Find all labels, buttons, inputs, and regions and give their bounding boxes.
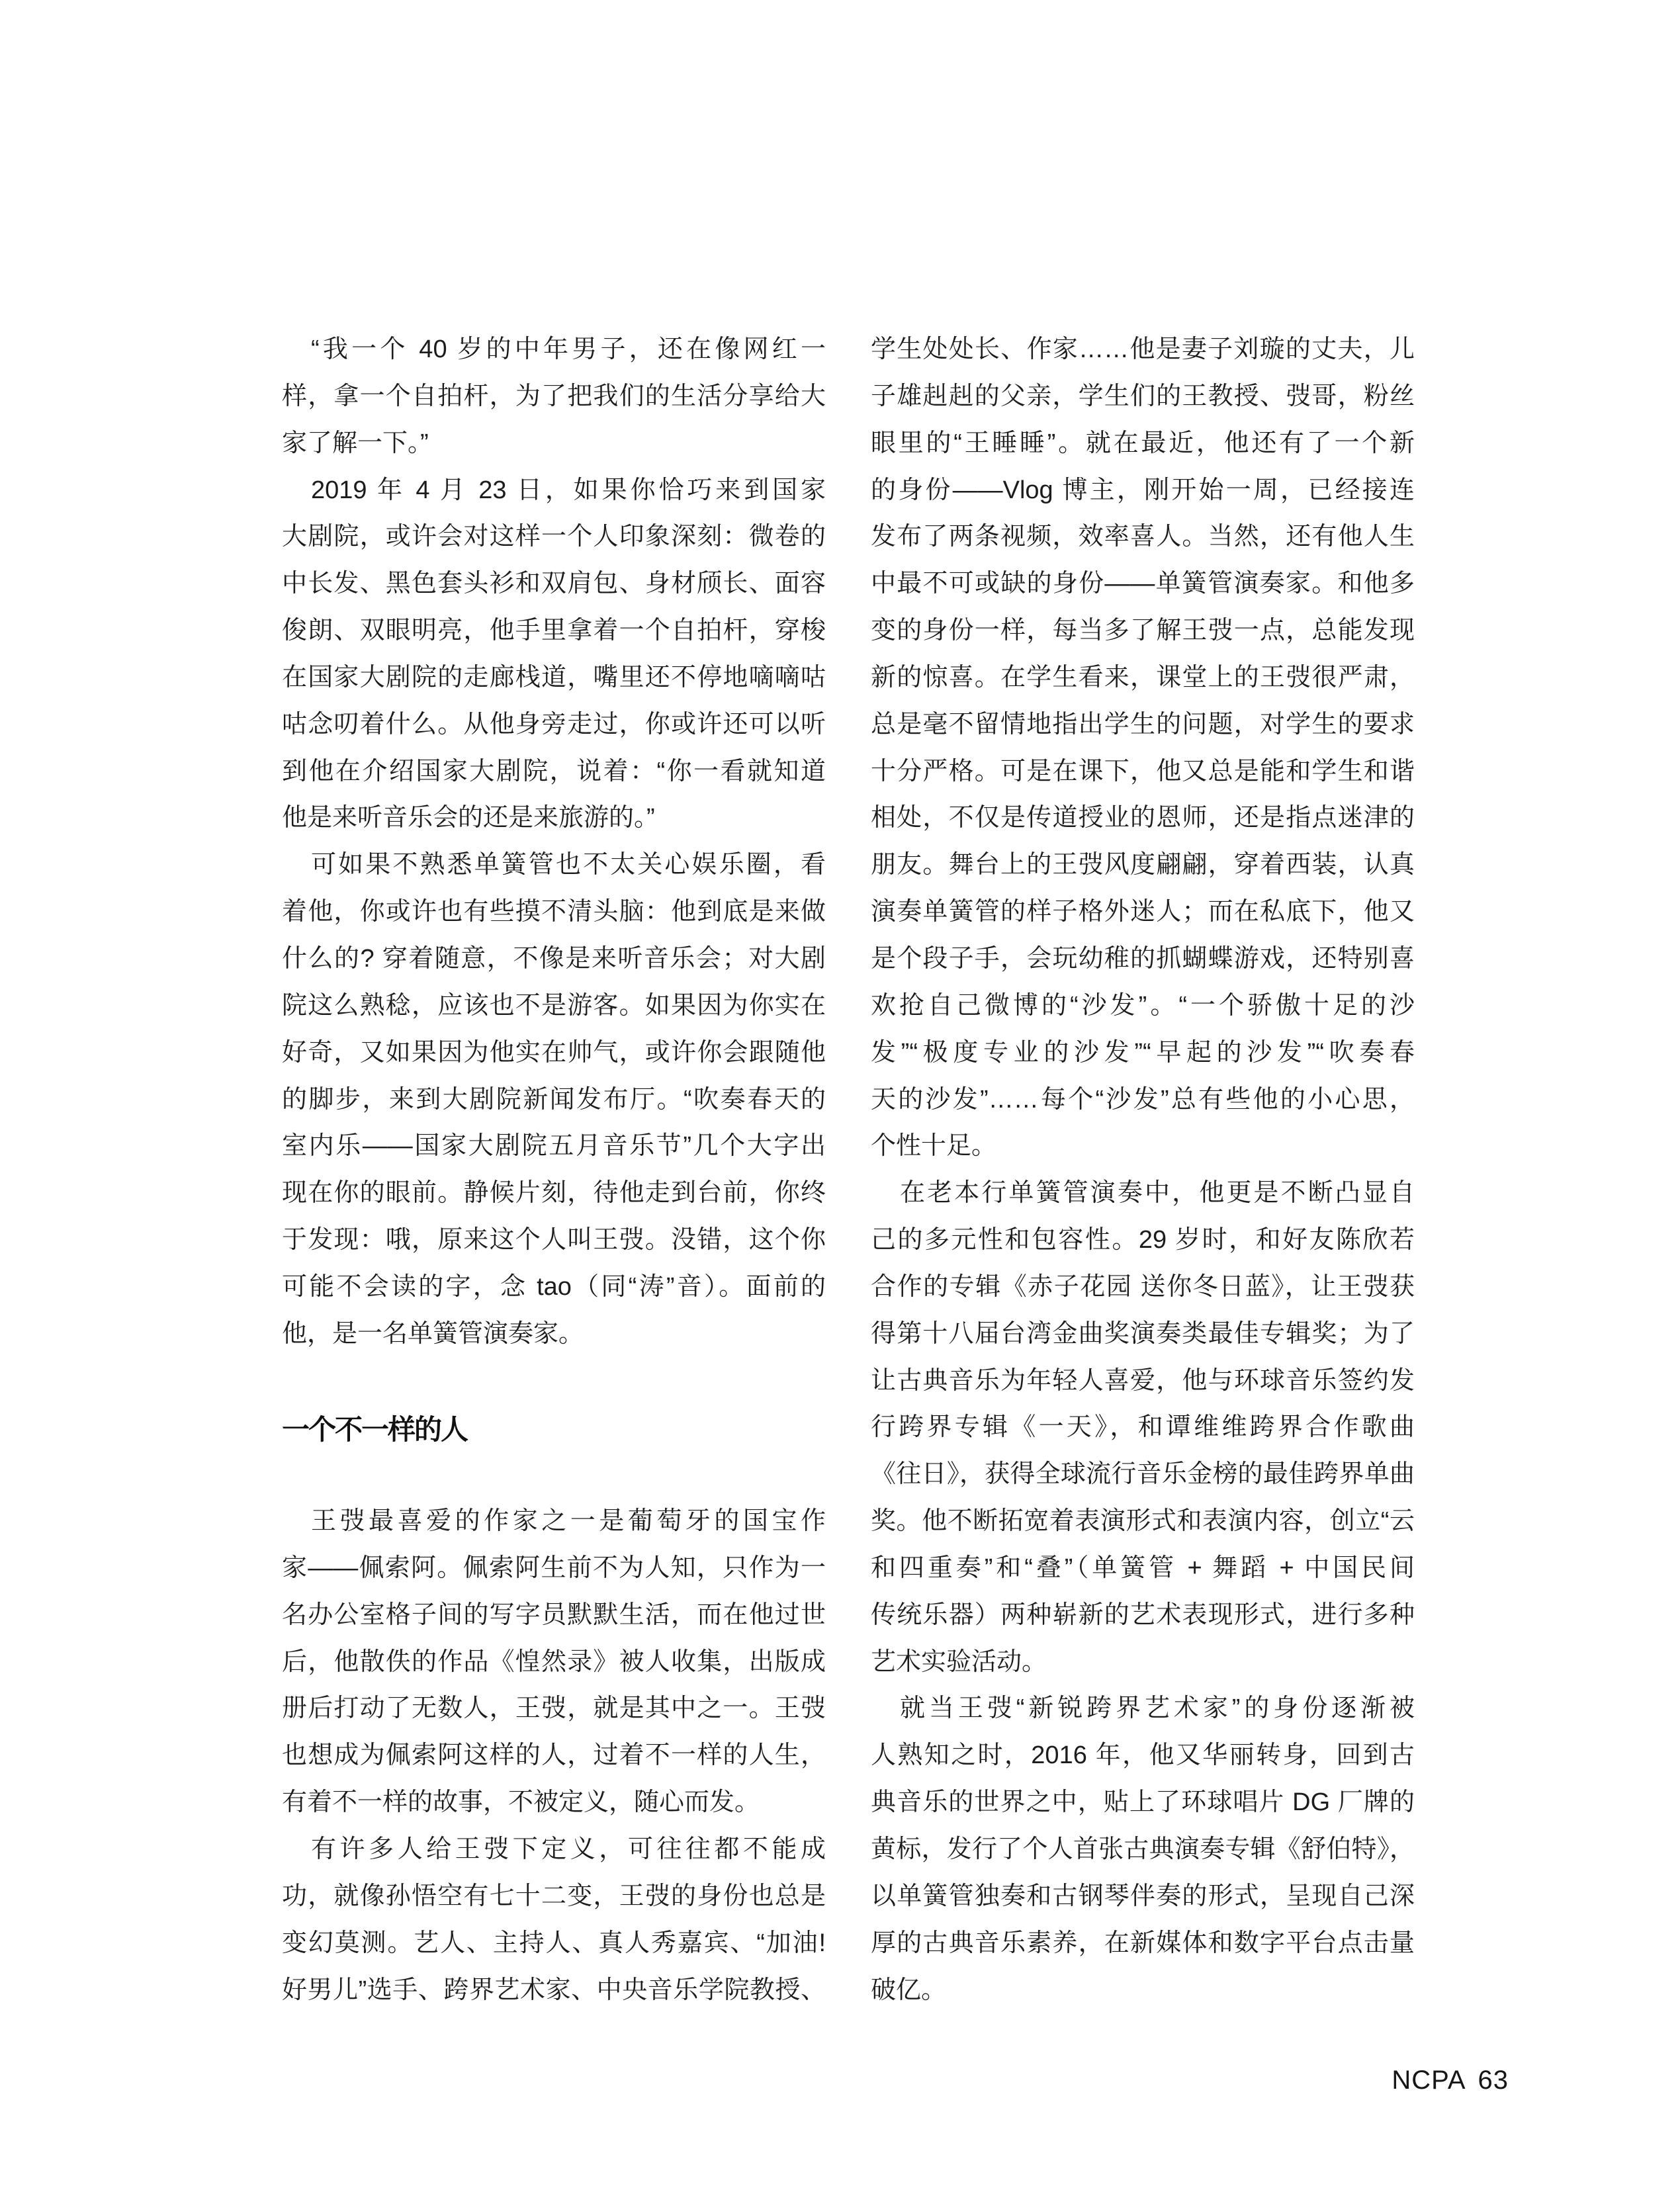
text-line: 发布了两条视频，效率喜人。当然，还有他人生 <box>871 523 1415 551</box>
text-line: 黄标，发行了个人首张古典演奏专辑《舒伯特》， <box>871 1835 1415 1863</box>
text-line: 十分严格。可是在课下，他又总是能和学生和谐 <box>871 757 1415 785</box>
text-line: 己的多元性和包容性。29 岁时，和好友陈欣若 <box>871 1226 1415 1254</box>
text-line: 着他，你或许也有些摸不清头脑：他到底是来做 <box>282 898 826 926</box>
text-line: 人熟知之时，2016 年，他又华丽转身，回到古 <box>871 1741 1415 1770</box>
text-line: 眼里的“王睡睡”。就在最近，他还有了一个新 <box>871 429 1415 457</box>
text-line: 总是毫不留情地指出学生的问题，对学生的要求 <box>871 710 1415 738</box>
text-line: 好男儿”选手、跨界艺术家、中央音乐学院教授、 <box>282 1976 826 2004</box>
text-line: 是个段子手，会玩幼稚的抓蝴蝶游戏，还特别喜 <box>871 944 1415 973</box>
text-line: 好奇，又如果因为他实在帅气，或许你会跟随他 <box>282 1038 826 1067</box>
text-line: 典音乐的世界之中，贴上了环球唱片 DG 厂牌的 <box>871 1788 1415 1817</box>
text-line: 行跨界专辑《一天》，和谭维维跨界合作歌曲 <box>871 1413 1415 1442</box>
text-line: 有着不一样的故事，不被定义，随心而发。 <box>282 1788 760 1817</box>
text-line: 变的身份一样，每当多了解王弢一点，总能发现 <box>871 617 1415 645</box>
text-line: 什么的? 穿着随意，不像是来听音乐会；对大剧 <box>282 944 826 973</box>
magazine-label: NCPA <box>1392 2066 1466 2095</box>
text-line: 的身份——Vlog 博主，刚开始一周，已经接连 <box>871 476 1415 504</box>
text-line: 在国家大剧院的走廊栈道，嘴里还不停地嘀嘀咕 <box>282 663 826 691</box>
left-column <box>282 326 826 2013</box>
text-line: 样，拿一个自拍杆，为了把我们的生活分享给大 <box>282 382 826 410</box>
text-line: 家——佩索阿。佩索阿生前不为人知，只作为一 <box>282 1553 826 1582</box>
text-line: 朋友。舞台上的王弢风度翩翩，穿着西装，认真 <box>871 851 1415 879</box>
text-line: 艺术实验活动。 <box>871 1647 1047 1676</box>
text-line: 演奏单簧管的样子格外迷人；而在私底下，他又 <box>871 898 1415 926</box>
text-line: 功，就像孙悟空有七十二变，王弢的身份也总是 <box>282 1882 826 1910</box>
text-line: 册后打动了无数人，王弢，就是其中之一。王弢 <box>282 1694 826 1723</box>
text-line: 可如果不熟悉单簧管也不太关心娱乐圈，看 <box>311 851 826 879</box>
section-heading: 一个不一样的人 <box>282 1413 468 1445</box>
text-line: 中长发、黑色套头衫和双肩包、身材颀长、面容 <box>282 570 826 598</box>
text-line: 让古典音乐为年轻人喜爱，他与环球音乐签约发 <box>871 1366 1415 1395</box>
text-line: 得第十八届台湾金曲奖演奏类最佳专辑奖；为了 <box>871 1319 1415 1348</box>
text-line: 欢抢自己微博的“沙发”。“一个骄傲十足的沙 <box>871 991 1415 1020</box>
text-line: 家了解一下。” <box>282 429 429 457</box>
right-column <box>871 326 1415 2013</box>
text-line: 新的惊喜。在学生看来，课堂上的王弢很严肃， <box>871 663 1415 691</box>
text-line: 大剧院，或许会对这样一个人印象深刻：微卷的 <box>282 523 826 551</box>
text-line: 有许多人给王弢下定义，可往往都不能成 <box>311 1835 826 1864</box>
text-line: 厚的古典音乐素养，在新媒体和数字平台点击量 <box>871 1929 1415 1957</box>
text-line: 天的沙发”……每个“沙发”总有些他的小心思， <box>871 1085 1415 1114</box>
text-line: 合作的专辑《赤子花园 送你冬日蓝》，让王弢获 <box>871 1272 1415 1301</box>
text-line: 到他在介绍国家大剧院，说着：“你一看就知道 <box>282 757 826 785</box>
text-line: 发”“极度专业的沙发”“早起的沙发”“吹奏春 <box>871 1038 1415 1067</box>
text-line: 可能不会读的字，念 tao（同“涛”音）。面前的 <box>282 1272 826 1301</box>
text-line: 他，是一名单簧管演奏家。 <box>282 1319 584 1348</box>
text-line: 院这么熟稔，应该也不是游客。如果因为你实在 <box>282 991 826 1020</box>
text-line: 个性十足。 <box>871 1132 997 1160</box>
text-line: 名办公室格子间的写字员默默生活，而在他过世 <box>282 1600 826 1629</box>
text-line: 传统乐器）两种崭新的艺术表现形式，进行多种 <box>871 1600 1415 1629</box>
text-line: 子雄赳赳的父亲，学生们的王教授、弢哥，粉丝 <box>871 382 1415 410</box>
text-line: 后，他散佚的作品《惶然录》被人收集，出版成 <box>282 1647 826 1676</box>
text-line: 俊朗、双眼明亮，他手里拿着一个自拍杆，穿梭 <box>282 617 826 645</box>
text-line: 就当王弢“新锐跨界艺术家”的身份逐渐被 <box>900 1694 1415 1723</box>
text-line: 奖。他不断拓宽着表演形式和表演内容，创立“云 <box>871 1507 1415 1536</box>
page-footer <box>1392 2066 1509 2095</box>
text-line: 于发现：哦，原来这个人叫王弢。没错，这个你 <box>282 1226 826 1254</box>
text-line: 也想成为佩索阿这样的人，过着不一样的人生， <box>282 1741 826 1770</box>
text-line: 在老本行单簧管演奏中，他更是不断凸显自 <box>900 1179 1415 1207</box>
text-line: 以单簧管独奏和古钢琴伴奏的形式，呈现自己深 <box>871 1882 1415 1910</box>
text-line: 室内乐——国家大剧院五月音乐节”几个大字出 <box>282 1132 826 1160</box>
text-line: 学生处处长、作家……他是妻子刘璇的丈夫，儿 <box>871 335 1415 363</box>
text-line: 他是来听音乐会的还是来旅游的。” <box>282 804 655 832</box>
text-line: 《往日》，获得全球流行音乐金榜的最佳跨界单曲 <box>871 1460 1415 1489</box>
text-line: 相处，不仅是传道授业的恩师，还是指点迷津的 <box>871 804 1415 832</box>
text-line: 2019 年 4 月 23 日，如果你恰巧来到国家 <box>311 476 826 504</box>
page-number: 63 <box>1478 2066 1509 2095</box>
text-line: “我一个 40 岁的中年男子，还在像网红一 <box>311 335 826 363</box>
text-line: 中最不可或缺的身份——单簧管演奏家。和他多 <box>871 570 1415 598</box>
text-line: 和四重奏”和“叠”（单簧管 + 舞蹈 + 中国民间 <box>871 1553 1415 1582</box>
text-line: 的脚步，来到大剧院新闻发布厅。“吹奏春天的 <box>282 1085 826 1114</box>
text-line: 现在你的眼前。静候片刻，待他走到台前，你终 <box>282 1179 826 1207</box>
text-line: 变幻莫测。艺人、主持人、真人秀嘉宾、“加油! <box>282 1929 826 1957</box>
text-line: 王弢最喜爱的作家之一是葡萄牙的国宝作 <box>311 1507 826 1536</box>
text-line: 破亿。 <box>871 1976 947 2004</box>
text-line: 咕念叨着什么。从他身旁走过，你或许还可以听 <box>282 710 826 738</box>
